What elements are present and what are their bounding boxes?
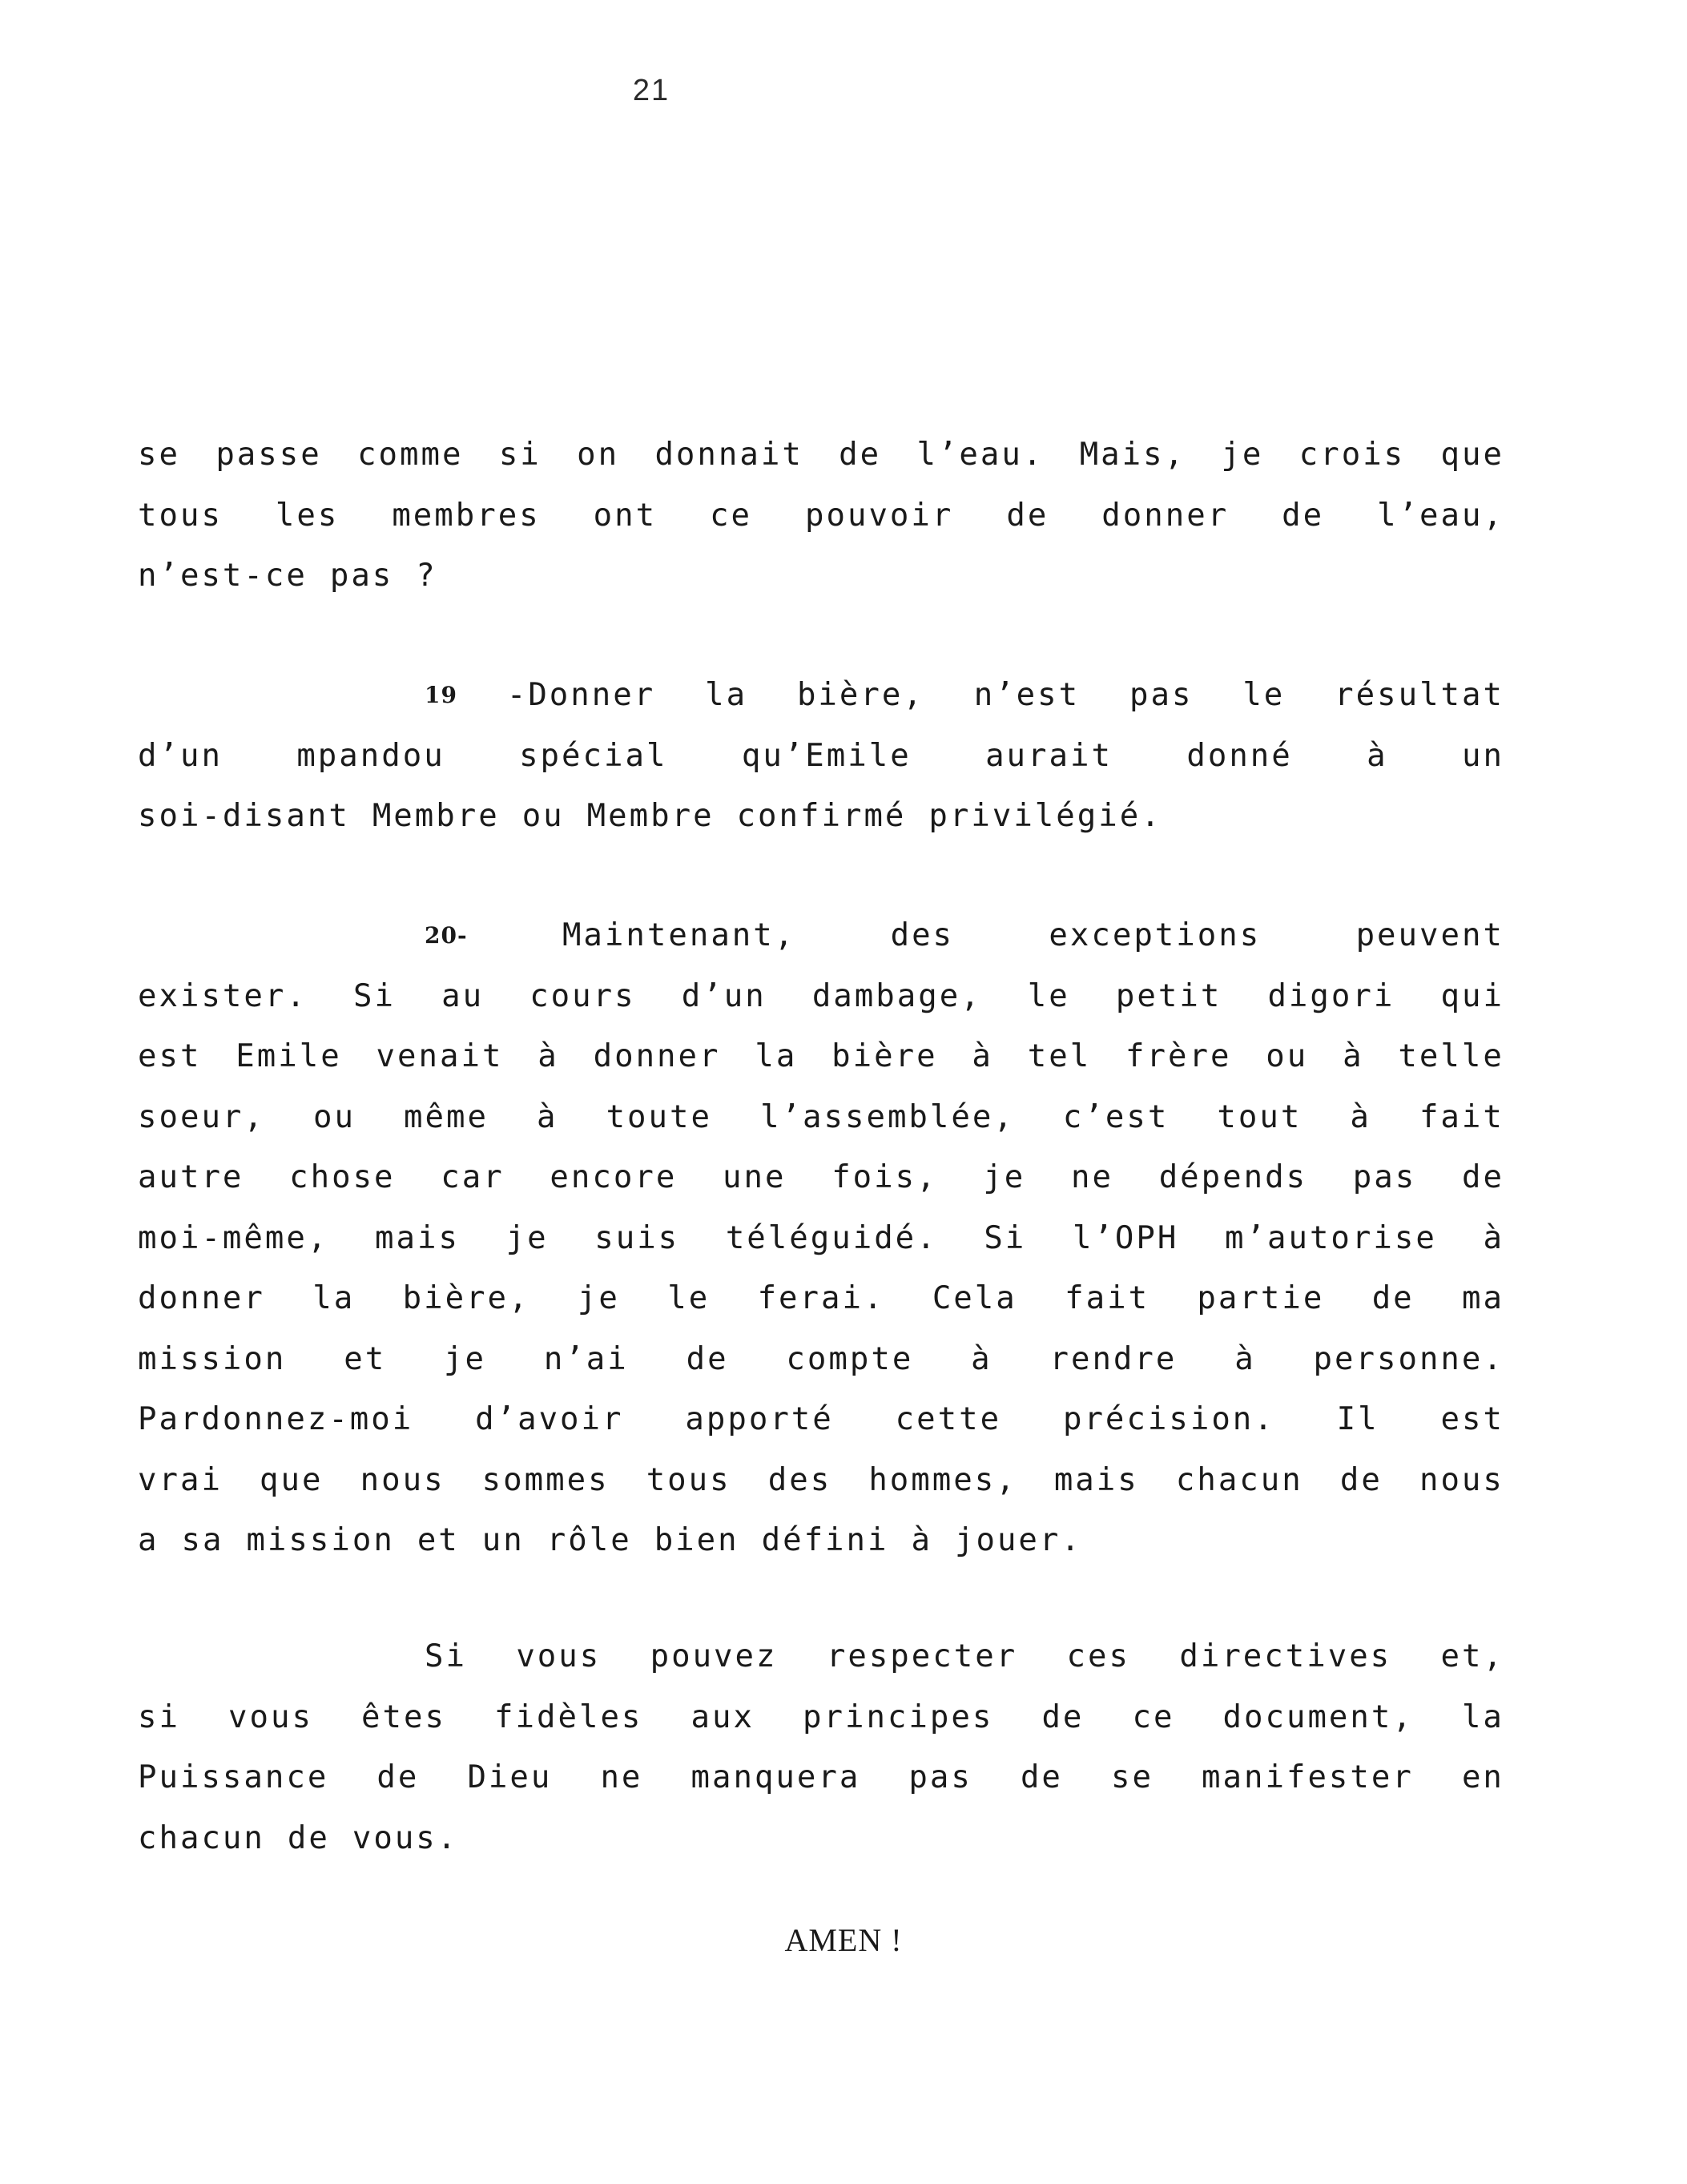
word: ou — [1266, 1038, 1309, 1074]
text-line — [138, 1268, 1504, 1329]
word: de — [1461, 1159, 1504, 1195]
word: sommes — [481, 1461, 610, 1498]
word: mission — [138, 1340, 287, 1377]
text-line — [138, 1389, 1504, 1450]
word: document, — [1222, 1698, 1414, 1735]
word: donné — [1186, 737, 1293, 774]
word: c’est — [1062, 1098, 1170, 1135]
word: bière, — [402, 1280, 530, 1316]
word: n’est — [973, 677, 1081, 713]
word: Pardonnez-moi — [138, 1401, 414, 1437]
word: passe — [215, 437, 322, 473]
word: ce — [710, 497, 753, 534]
word: d’avoir — [475, 1401, 624, 1437]
word: et — [344, 1340, 387, 1377]
word: d’un — [138, 737, 223, 774]
word: qu’Emile — [741, 737, 912, 774]
word: fois, — [831, 1159, 938, 1195]
page-number: 21 — [632, 74, 670, 107]
text-line — [138, 546, 1504, 606]
word: principes — [803, 1698, 994, 1735]
word: suis — [594, 1219, 680, 1256]
word: je — [505, 1219, 549, 1256]
word: à — [1350, 1098, 1371, 1135]
paragraph-1 — [138, 425, 1504, 606]
word: Emile — [236, 1038, 342, 1074]
word: pas — [1129, 677, 1194, 713]
text-line — [138, 665, 1504, 726]
word: encore — [550, 1159, 678, 1195]
text-line — [138, 966, 1504, 1027]
text-line — [138, 726, 1504, 787]
text-line — [138, 1687, 1504, 1748]
word: Il — [1336, 1401, 1379, 1437]
word: aux — [691, 1698, 755, 1735]
word: Maintenant, — [562, 917, 796, 953]
word: que — [260, 1461, 324, 1498]
word: se — [138, 437, 180, 473]
word: ne — [600, 1759, 643, 1795]
word: le — [1027, 977, 1070, 1014]
word: chose — [289, 1159, 396, 1195]
word: vous. — [352, 1819, 459, 1856]
word: vous — [516, 1638, 602, 1674]
word: défini — [761, 1522, 889, 1558]
word: pas — [329, 558, 394, 594]
word: comme — [357, 437, 464, 473]
word: mais — [375, 1219, 460, 1256]
word: Membre — [372, 798, 500, 834]
word: a — [138, 1522, 159, 1558]
word: chacun — [138, 1819, 265, 1856]
word: bière, — [796, 677, 924, 713]
word: personne. — [1313, 1340, 1504, 1377]
word: dambage, — [811, 977, 982, 1014]
word: précision. — [1062, 1401, 1275, 1437]
word: soeur, — [138, 1098, 265, 1135]
word: cours — [529, 977, 636, 1014]
word: de — [1371, 1280, 1415, 1316]
word: membres — [392, 497, 541, 534]
word: à — [1234, 1340, 1256, 1377]
word: ont — [593, 497, 658, 534]
text-line — [138, 486, 1504, 546]
word: ma — [1462, 1280, 1504, 1316]
word: chacun — [1175, 1461, 1303, 1498]
word: et, — [1440, 1638, 1504, 1674]
text-line — [138, 786, 1504, 847]
word: ce — [1132, 1698, 1175, 1735]
word: venait — [376, 1038, 504, 1074]
text-line — [138, 905, 1504, 966]
word: mission — [246, 1522, 395, 1558]
word: donnait — [654, 437, 803, 473]
word: moi-même, — [138, 1219, 329, 1256]
word: tous — [138, 497, 223, 534]
word: cette — [895, 1401, 1002, 1437]
word: résultat — [1335, 677, 1504, 713]
text-line — [138, 1026, 1504, 1087]
word: on — [577, 437, 620, 473]
word: est — [1440, 1401, 1504, 1437]
word: manquera — [691, 1759, 861, 1795]
word: donner — [1101, 497, 1230, 534]
word: privilégié. — [928, 798, 1162, 834]
word: Membre — [586, 798, 715, 834]
word: à — [1483, 1219, 1504, 1256]
word: peuvent — [1355, 917, 1504, 953]
word: à — [972, 1038, 993, 1074]
word: le — [1242, 677, 1286, 713]
word: hommes, — [868, 1461, 1017, 1498]
word: partie — [1197, 1280, 1325, 1316]
word: tel — [1027, 1038, 1092, 1074]
word: ferai. — [757, 1280, 885, 1316]
word: les — [275, 497, 340, 534]
text-line — [138, 1747, 1504, 1808]
word: se — [1111, 1759, 1154, 1795]
text-line — [138, 1329, 1504, 1390]
word: Dieu — [467, 1759, 553, 1795]
text-line — [138, 1087, 1504, 1148]
word: ? — [416, 558, 437, 594]
text-line — [138, 1626, 1504, 1687]
word: fait — [1419, 1098, 1504, 1135]
word: pouvez — [650, 1638, 778, 1674]
word: confirmé — [736, 798, 907, 834]
word: compte — [786, 1340, 914, 1377]
word: crois — [1298, 437, 1406, 473]
word: l’eau. — [916, 437, 1045, 473]
word: au — [441, 977, 485, 1014]
word: rendre — [1049, 1340, 1178, 1377]
word: mpandou — [296, 737, 445, 774]
word: bière — [831, 1038, 938, 1074]
word: pouvoir — [805, 497, 954, 534]
word: téléguidé. — [725, 1219, 938, 1256]
word: de — [686, 1340, 729, 1377]
word: à — [1343, 1038, 1364, 1074]
word: que — [1440, 437, 1504, 473]
word: pas — [908, 1759, 972, 1795]
word: la — [312, 1280, 356, 1316]
word: n’ai — [543, 1340, 629, 1377]
word: je — [444, 1340, 486, 1377]
word: ou — [312, 1098, 356, 1135]
word: bien — [654, 1522, 739, 1558]
word: la — [705, 677, 748, 713]
text-line — [138, 1208, 1504, 1269]
word: fait — [1065, 1280, 1150, 1316]
word: jouer. — [954, 1522, 1082, 1558]
word: une — [723, 1159, 787, 1195]
item-number: 20- — [425, 922, 468, 949]
word: en — [1461, 1759, 1504, 1795]
word: de — [287, 1819, 330, 1856]
word: dépends — [1158, 1159, 1308, 1195]
word: à — [537, 1098, 558, 1135]
word: tout — [1217, 1098, 1302, 1135]
word: l’eau, — [1377, 497, 1504, 534]
word: Si — [984, 1219, 1027, 1256]
word: Cela — [932, 1280, 1017, 1316]
word: manifester — [1202, 1759, 1414, 1795]
word: directives — [1179, 1638, 1392, 1674]
text-line — [138, 1147, 1504, 1208]
word: mais — [1053, 1461, 1139, 1498]
word: petit — [1115, 977, 1222, 1014]
word: -Donner — [506, 677, 656, 713]
paragraph-closing-instructions — [138, 1626, 1504, 1868]
word: exister. — [138, 977, 308, 1014]
word: soi-disant — [138, 798, 350, 834]
item-number: 19 — [425, 682, 457, 708]
word: frère — [1125, 1038, 1232, 1074]
word: la — [755, 1038, 798, 1074]
word: l’assemblée, — [760, 1098, 1015, 1135]
word: donner — [138, 1280, 265, 1316]
word: m’autorise — [1225, 1219, 1437, 1256]
word: Mais, — [1079, 437, 1186, 473]
word: d’un — [681, 977, 767, 1014]
word: un — [481, 1522, 525, 1558]
word: digori — [1267, 977, 1395, 1014]
word: de — [1041, 1698, 1085, 1735]
word: tous — [646, 1461, 731, 1498]
word: de — [839, 437, 882, 473]
word: le — [667, 1280, 711, 1316]
word: nous — [360, 1461, 445, 1498]
word: exceptions — [1049, 917, 1262, 953]
word: Puissance — [138, 1759, 329, 1795]
paragraph-20 — [138, 905, 1504, 1571]
word: pas — [1352, 1159, 1417, 1195]
word: la — [1461, 1698, 1504, 1735]
word: et — [417, 1522, 460, 1558]
word: si — [498, 437, 542, 473]
word: de — [376, 1759, 420, 1795]
word: un — [1462, 737, 1504, 774]
word: car — [441, 1159, 505, 1195]
word: vrai — [138, 1461, 223, 1498]
text-line — [138, 1808, 1504, 1869]
word: apporté — [685, 1401, 834, 1437]
word: si — [138, 1698, 180, 1735]
word: sa — [181, 1522, 224, 1558]
closing-amen: AMEN ! — [784, 1922, 903, 1958]
word: Si — [352, 977, 396, 1014]
word: de — [1339, 1461, 1383, 1498]
word: toute — [606, 1098, 712, 1135]
paragraph-19 — [138, 665, 1504, 847]
word: même — [404, 1098, 489, 1135]
word: à — [538, 1038, 559, 1074]
word: n’est-ce — [138, 558, 308, 594]
word: aurait — [985, 737, 1113, 774]
word: est — [138, 1038, 202, 1074]
word: je — [983, 1159, 1026, 1195]
word: qui — [1440, 977, 1504, 1014]
word: donner — [593, 1038, 721, 1074]
word: ne — [1071, 1159, 1113, 1195]
word: à — [911, 1522, 932, 1558]
text-line — [138, 1510, 1504, 1571]
word: Si — [425, 1638, 467, 1674]
word: ces — [1066, 1638, 1130, 1674]
word: de — [1020, 1759, 1063, 1795]
text-line — [138, 425, 1504, 486]
word: des — [890, 917, 955, 953]
word: fidèles — [494, 1698, 643, 1735]
word: à — [1367, 737, 1388, 774]
word: vous — [228, 1698, 313, 1735]
word: rôle — [546, 1522, 632, 1558]
word: respecter — [826, 1638, 1018, 1674]
word: des — [767, 1461, 832, 1498]
word: êtes — [361, 1698, 446, 1735]
word: nous — [1419, 1461, 1504, 1498]
word: ou — [521, 798, 565, 834]
word: autre — [138, 1159, 244, 1195]
word: spécial — [519, 737, 668, 774]
word: l’OPH — [1072, 1219, 1179, 1256]
word: de — [1282, 497, 1325, 534]
text-line — [138, 1450, 1504, 1511]
word: à — [971, 1340, 992, 1377]
word: je — [577, 1280, 620, 1316]
word: telle — [1398, 1038, 1504, 1074]
word: de — [1006, 497, 1049, 534]
word: je — [1221, 437, 1264, 473]
